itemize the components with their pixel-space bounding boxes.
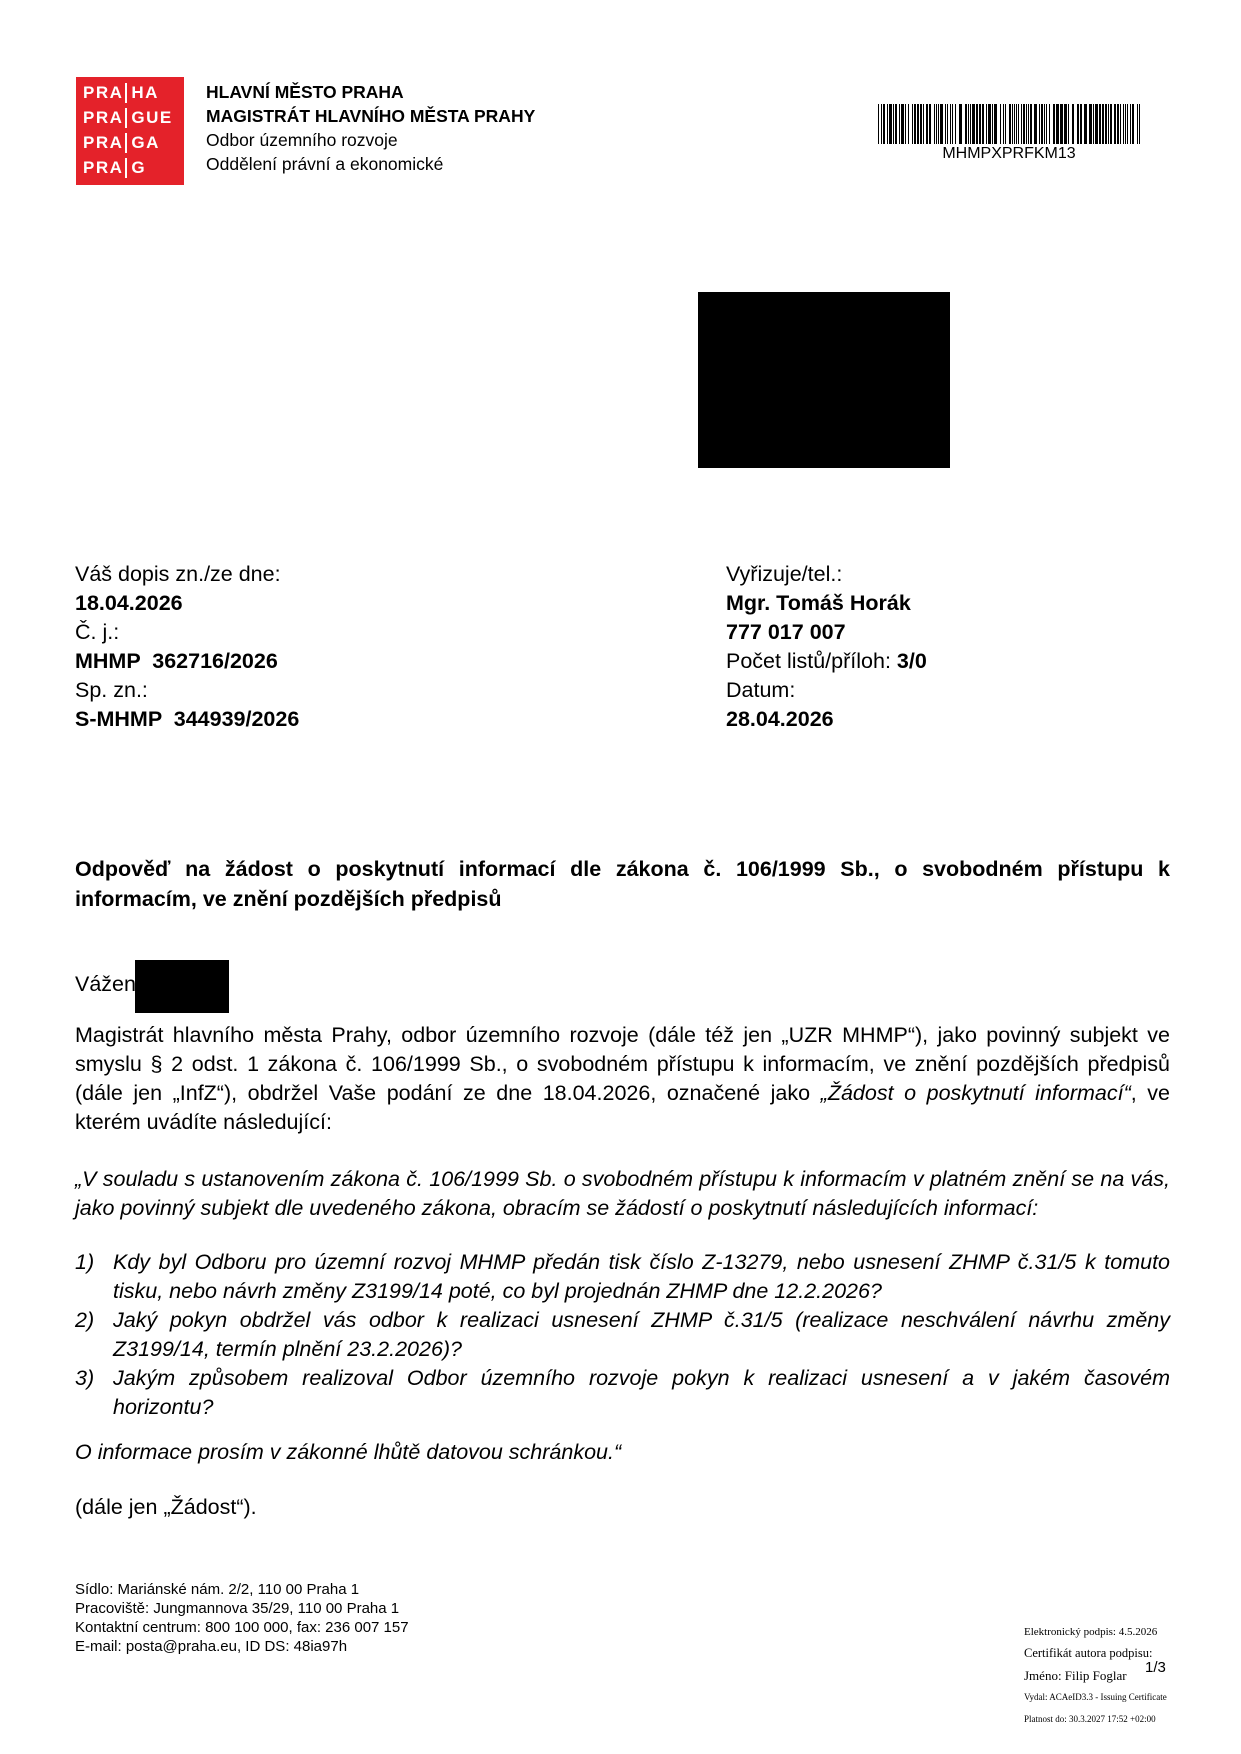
- barcode-bar: [1046, 104, 1047, 144]
- barcode-bar: [1095, 104, 1098, 144]
- handler-label: Vyřizuje/tel.:: [726, 562, 843, 586]
- header-section: Oddělení právní a ekonomické: [206, 154, 444, 174]
- barcode-bar: [950, 104, 951, 144]
- barcode-bar: [1068, 104, 1069, 144]
- barcode-bar: [986, 104, 987, 144]
- barcode-bar: [1049, 104, 1050, 144]
- barcode-bar: [1021, 104, 1022, 144]
- defined-as: (dále jen „Žádost“).: [75, 1495, 257, 1519]
- barcode-bar: [979, 104, 981, 144]
- meta-left: [75, 560, 299, 734]
- barcode-bar: [1023, 104, 1025, 144]
- barcode-bar: [1080, 104, 1082, 144]
- signature-issuer: Vydal: ACAeID3.3 - Issuing Certificate: [1024, 1692, 1167, 1702]
- barcode-bar: [1117, 104, 1119, 144]
- barcode-bar: [895, 104, 897, 144]
- barcode-bar: [905, 104, 906, 144]
- barcode-bar: [1077, 104, 1079, 144]
- barcode-bar: [1114, 104, 1116, 144]
- barcode-bar: [940, 104, 943, 144]
- redacted-name: [135, 960, 229, 1013]
- barcode-bar: [988, 104, 991, 144]
- barcode-bar: [1005, 104, 1006, 144]
- barcode-bar: [881, 104, 882, 144]
- request-title: „Žádost o poskytnutí informací“: [820, 1081, 1131, 1105]
- header-city: HLAVNÍ MĚSTO PRAHA: [206, 82, 404, 102]
- barcode-bar: [887, 104, 888, 144]
- pages-value: 3/0: [896, 649, 927, 673]
- barcode-bar: [1039, 104, 1040, 144]
- footer-contact: Kontaktní centrum: 800 100 000, fax: 236 007 157: [75, 1619, 409, 1636]
- barcode-bar: [1014, 104, 1015, 144]
- barcode-bar: [965, 104, 967, 144]
- barcode-bar: [1130, 104, 1131, 144]
- page-number: 1/3: [1145, 1659, 1166, 1676]
- barcode-bar: [1000, 104, 1001, 144]
- letter-subject: Odpověď na žádost o poskytnutí informací dle zákona č. 106/1999 Sb., o svobodném přístupu k informacím, ve znění pozdějších předpisů: [75, 857, 1170, 911]
- date-label: Datum:: [726, 678, 796, 702]
- barcode-bar: [936, 104, 937, 144]
- footer-address: Sídlo: Mariánské nám. 2/2, 110 00 Praha 1: [75, 1581, 360, 1598]
- signature-validity: Platnost do: 30.3.2027 17:52 +02:00: [1024, 1714, 1156, 1724]
- barcode-bar: [917, 104, 919, 144]
- barcode-bar: [1105, 104, 1107, 144]
- barcode-bar: [893, 104, 894, 144]
- quoted-request: „V souladu s ustanovením zákona č. 106/1999 Sb. o svobodném přístupu k informacím v platném znění se na vás, jako povinný subjekt dle uvedeného zákona, obracím se žádostí o poskytnutí následujících informací:: [75, 1167, 1170, 1220]
- your-letter-label: Váš dopis zn./ze dne:: [75, 562, 281, 586]
- barcode-bar: [908, 104, 909, 144]
- barcode-bar: [1139, 104, 1140, 144]
- footer-workplace: Pracoviště: Jungmannova 35/29, 110 00 Praha 1: [75, 1600, 400, 1617]
- barcode-bar: [938, 104, 939, 144]
- barcode-bar: [929, 104, 931, 144]
- question-number: 2): [75, 1308, 95, 1332]
- ref-number: MHMP 362716/2026: [75, 649, 278, 673]
- barcode-bar: [955, 104, 956, 144]
- question-number: 3): [75, 1366, 95, 1390]
- prague-logo: PRA HA PRA GUE PRA GA PRA G: [76, 77, 184, 185]
- your-letter-date: 18.04.2026: [75, 591, 183, 615]
- letter-date: 28.04.2026: [726, 707, 834, 731]
- barcode-bar: [923, 104, 924, 144]
- barcode-text: MHMPXPRFKM13: [942, 145, 1076, 162]
- header-office: MAGISTRÁT HLAVNÍHO MĚSTA PRAHY: [206, 106, 536, 126]
- pages-label: Počet listů/příloh:: [726, 649, 897, 673]
- barcode-bar: [912, 104, 913, 144]
- question-item-3: [75, 1364, 1170, 1422]
- barcode-bar: [1108, 104, 1109, 144]
- barcode-bar: [1084, 104, 1087, 144]
- barcode-bar: [1102, 104, 1104, 144]
- signature-name: Jméno: Filip Foglar: [1024, 1668, 1127, 1683]
- barcode-bar: [1003, 104, 1004, 144]
- barcode-bar: [952, 104, 953, 144]
- barcode-bar: [1012, 104, 1013, 144]
- barcode-bar: [1018, 104, 1019, 144]
- redacted-address: [698, 292, 950, 468]
- closing-quote: O informace prosím v zákonné lhůtě datovou schránkou.“: [75, 1440, 622, 1464]
- barcode-bar: [934, 104, 935, 144]
- barcode-bar: [1125, 104, 1126, 144]
- barcode-bar: [899, 104, 900, 144]
- header-department: Odbor územního rozvoje: [206, 130, 398, 150]
- barcode-bar: [1137, 104, 1138, 144]
- barcode-bar: [1034, 104, 1037, 144]
- intro-paragraph: Magistrát hlavního města Prahy, odbor územního rozvoje (dále též jen „UZR MHMP“), jako povinný subjekt ve smyslu § 2 odst. 1 zákona č. 106/1999 Sb., o svobodném přístupu k informacím, ve znění pozdějších předpisů (dále jen „InfZ“), obdržel Vaše podání ze dne 18.04.2026, označené jako „Žádost o poskytnutí informací“, ve kterém uvádíte následující:: [75, 1023, 1170, 1134]
- question-text: Jaký pokyn obdržel vás odbor k realizaci usnesení ZHMP č.31/5 (realizace neschválení návrhu změny Z3199/14, termín plnění 23.2.2026)?: [113, 1308, 1170, 1361]
- barcode-bar: [992, 104, 993, 144]
- question-text: Kdy byl Odboru pro územní rozvoj MHMP předán tisk číslo Z-13279, nebo usnesení ZHMP č.31/5 k tomuto tisku, nebo návrh změny Z3199/14 poté, co byl projednán ZHMP dne 12.2.2026?: [113, 1250, 1170, 1303]
- barcode-bar: [1123, 104, 1124, 144]
- question-text: Jakým způsobem realizoval Odbor územního rozvoje pokyn k realizaci usnesení a v jakém časovém horizontu?: [113, 1366, 1170, 1419]
- footer-email: E-mail: posta@praha.eu, ID DS: 48ia97h: [75, 1638, 348, 1655]
- pages-count: [726, 647, 927, 676]
- barcode-bar: [959, 104, 962, 144]
- barcode-bar: [1060, 104, 1063, 144]
- barcode-bar: [1041, 104, 1043, 144]
- barcode-bar: [1053, 104, 1055, 144]
- file-number-label: Sp. zn.:: [75, 678, 148, 702]
- barcode-bar: [976, 104, 978, 144]
- file-number: S-MHMP 344939/2026: [75, 707, 300, 731]
- barcode-bar: [970, 104, 971, 144]
- barcode-bar: [972, 104, 975, 144]
- barcode-bar: [982, 104, 984, 144]
- barcode: [878, 104, 1140, 144]
- barcode-bar: [1026, 104, 1027, 144]
- barcode-bar: [926, 104, 928, 144]
- barcode-bar: [914, 104, 916, 144]
- barcode-bar: [1030, 104, 1032, 144]
- barcode-bar: [1110, 104, 1112, 144]
- barcode-bar: [1120, 104, 1121, 144]
- barcode-bar: [1056, 104, 1059, 144]
- question-item-2: [75, 1306, 1170, 1364]
- barcode-bar: [1072, 104, 1074, 144]
- barcode-bar: [1044, 104, 1045, 144]
- barcode-bar: [1089, 104, 1092, 144]
- barcode-bar: [1132, 104, 1134, 144]
- barcode-bar: [1099, 104, 1101, 144]
- barcode-bar: [878, 104, 879, 144]
- handler-name: Mgr. Tomáš Horák: [726, 591, 911, 615]
- signature-date: Elektronický podpis: 4.5.2026: [1024, 1626, 1158, 1638]
- barcode-bar: [889, 104, 892, 144]
- salutation: Vážen: [75, 972, 136, 996]
- barcode-bar: [1127, 104, 1128, 144]
- barcode-bar: [945, 104, 946, 144]
- meta-right: [726, 560, 927, 734]
- barcode-bar: [1016, 104, 1017, 144]
- barcode-bar: [883, 104, 885, 144]
- barcode-bar: [1009, 104, 1011, 144]
- barcode-bar: [1093, 104, 1094, 144]
- barcode-bar: [994, 104, 997, 144]
- question-item-1: [75, 1248, 1170, 1306]
- barcode-bar: [920, 104, 922, 144]
- signature-cert: Certifikát autora podpisu:: [1024, 1646, 1153, 1660]
- barcode-bar: [901, 104, 904, 144]
- barcode-bar: [947, 104, 948, 144]
- barcode-bar: [1064, 104, 1067, 144]
- handler-phone: 777 017 007: [726, 620, 846, 644]
- question-number: 1): [75, 1250, 95, 1274]
- ref-number-label: Č. j.:: [75, 620, 120, 644]
- barcode-bar: [1028, 104, 1029, 144]
- barcode-bar: [968, 104, 969, 144]
